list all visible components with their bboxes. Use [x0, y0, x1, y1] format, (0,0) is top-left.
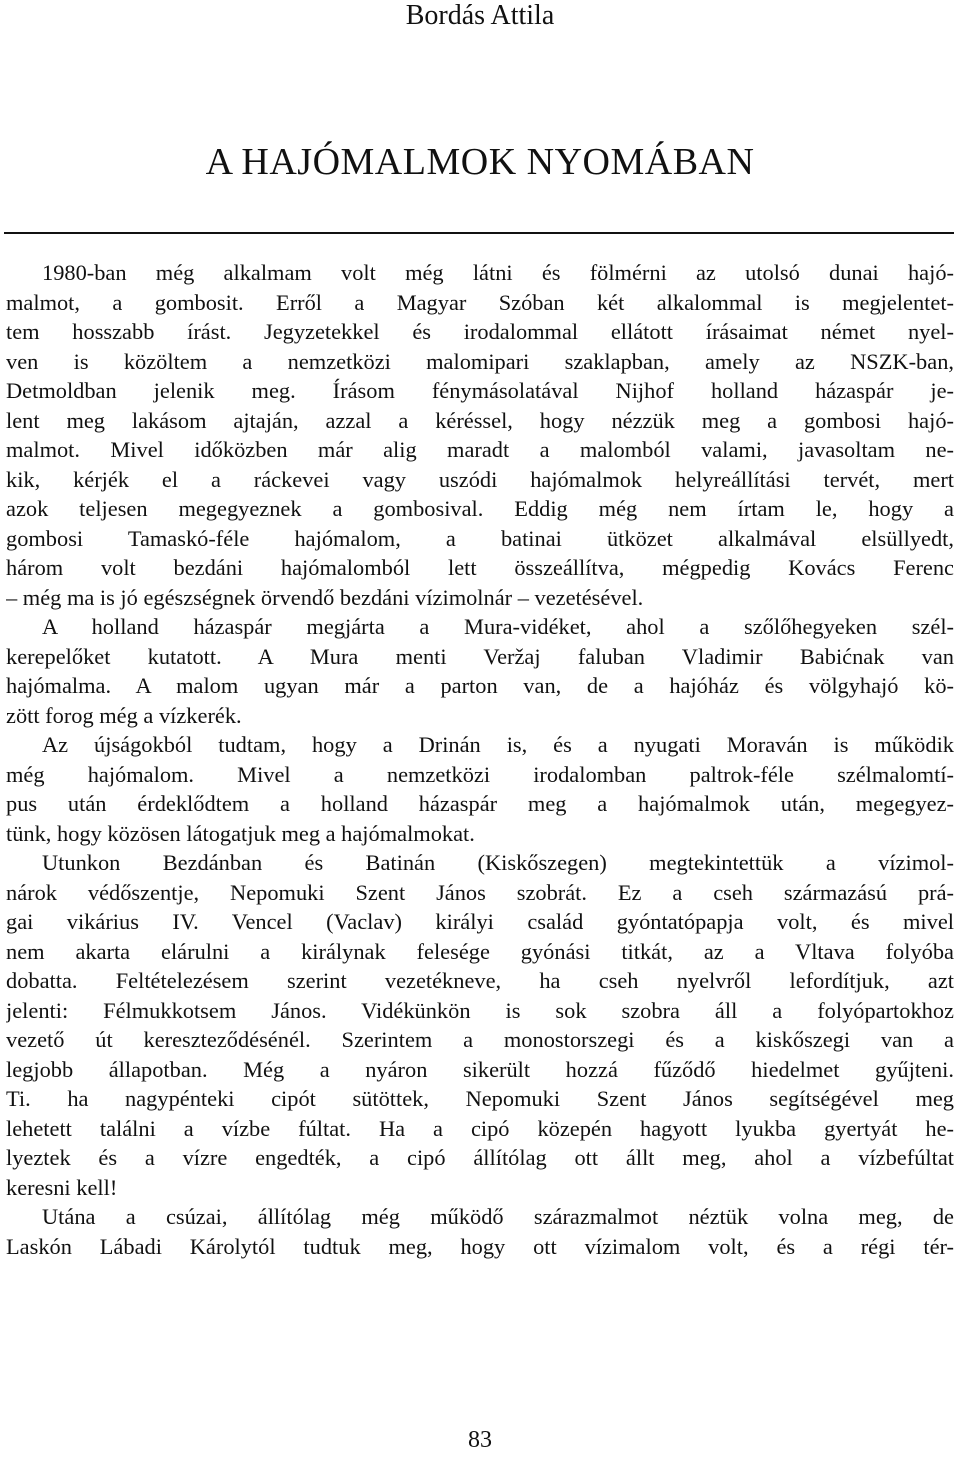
text-line: gombosi Tamaskó-féle hajómalom, a batinai ütközet alkalmával elsüllyedt, — [6, 525, 954, 551]
text-line: még hajómalom. Mivel a nemzetközi irodalomban paltrok-féle szélmalomtí- — [6, 761, 954, 787]
text-line: tem hosszabb írást. Jegyzetekkel és irodalommal ellátott írásaimat német nyel- — [6, 319, 954, 344]
text-line: malmot, a gombosit. Erről a Magyar Szóban két alkalommal is megjelentet- — [6, 289, 954, 315]
text-line: lyeztek és a vízre engedték, a cipó állítólag ott állt meg, ahol a vízbefúltat — [6, 1145, 954, 1170]
page-number: 83 — [468, 1427, 492, 1453]
text-line: gai vikárius IV. Vencel (Vaclav) királyi család gyóntatópapja volt, és mivel — [6, 909, 954, 934]
text-line: tünk, hogy közösen látogatjuk meg a hajómalmokat. — [6, 820, 475, 846]
text-line: – még ma is jó egészségnek örvendő bezdáni vízimolnár – vezetésével. — [6, 584, 644, 610]
text-line: Ti. ha nagypénteki cipót sütöttek, Nepomuki Szent János segítségével meg — [6, 1086, 954, 1111]
text-line: keresni kell! — [6, 1174, 118, 1200]
text-line: pus után érdeklődtem a holland házaspár meg a hajómalmok után, megegyez- — [6, 791, 954, 816]
title-divider — [4, 232, 954, 234]
text-line: Az újságokból tudtam, hogy a Drinán is, és a nyugati Moraván is működik — [42, 732, 954, 757]
text-line: nem akarta elárulni a királynak felesége gyónási titkát, az a Vltava folyóba — [6, 938, 954, 964]
text-line: A holland házaspár megjárta a Mura-vidéket, ahol a szőlőhegyeken szél- — [42, 614, 954, 639]
text-line: Utunkon Bezdánban és Batinán (Kiskőszegen) megtekintettük a vízimol- — [42, 850, 954, 875]
article-body — [6, 258, 954, 1261]
text-line: jelenti: Félmukkotsem János. Vidékünkön is sok szobra áll a folyópartokhoz — [6, 997, 954, 1023]
text-line: lent meg lakásom ajtaján, azzal a kéréssel, hogy nézzük meg a gombosi hajó- — [6, 407, 954, 433]
text-line: 1980-ban még alkalmam volt még látni és fölmérni az utolsó dunai hajó- — [42, 260, 954, 285]
text-line: zött forog még a vízkerék. — [6, 702, 242, 728]
text-line: malmot. Mivel időközben már alig maradt a malomból valami, javasoltam ne- — [6, 437, 954, 462]
text-line: lehetett találni a vízbe fúltat. Ha a cipó közepén hagyott lyukba gyertyát he- — [6, 1115, 954, 1141]
text-line: Utána a csúzai, állítólag még működő szárazmalmot néztük volna meg, de — [42, 1204, 954, 1229]
text-line: ven is közöltem a nemzetközi malomipari szaklapban, amely az NSZK-ban, — [6, 348, 954, 374]
text-line: kerepelőket kutatott. A Mura menti Veržaj faluban Vladimir Babićnak van — [6, 643, 954, 669]
text-line: három volt bezdáni hajómalomból lett összeállítva, mégpedig Kovács Ferenc — [6, 555, 954, 580]
text-line: hajómalma. A malom ugyan már a parton van, de a hajóház és völgyhajó kö- — [6, 673, 954, 698]
text-line: Detmoldban jelenik meg. Írásom fénymásolatával Nijhof holland házaspár je- — [6, 378, 954, 403]
text-line: azok teljesen megegyeznek a gombosival. Eddig még nem írtam le, hogy a — [6, 496, 954, 521]
article-title: A HAJÓMALMOK NYOMÁBAN — [205, 141, 755, 183]
text-line: vezető út kereszteződésénél. Szerintem a monostorszegi és a kiskőszegi van a — [6, 1027, 954, 1052]
text-line: nárok védőszentje, Nepomuki Szent János szobrát. Ez a cseh származású prá- — [6, 879, 954, 905]
author-name: Bordás Attila — [405, 0, 555, 31]
text-line: legjobb állapotban. Még a nyáron sikerült hozzá fűződő hiedelmet gyűjteni. — [6, 1056, 954, 1082]
text-line: Laskón Lábadi Károlytól tudtuk meg, hogy ott vízimalom volt, és a régi tér- — [6, 1233, 954, 1259]
text-line: dobatta. Feltételezésem szerint vezetékneve, ha cseh nyelvről lefordítjuk, azt — [6, 968, 954, 993]
text-line: kik, kérjék el a ráckevei vagy uszódi hajómalmok helyreállítási tervét, mert — [6, 466, 954, 492]
